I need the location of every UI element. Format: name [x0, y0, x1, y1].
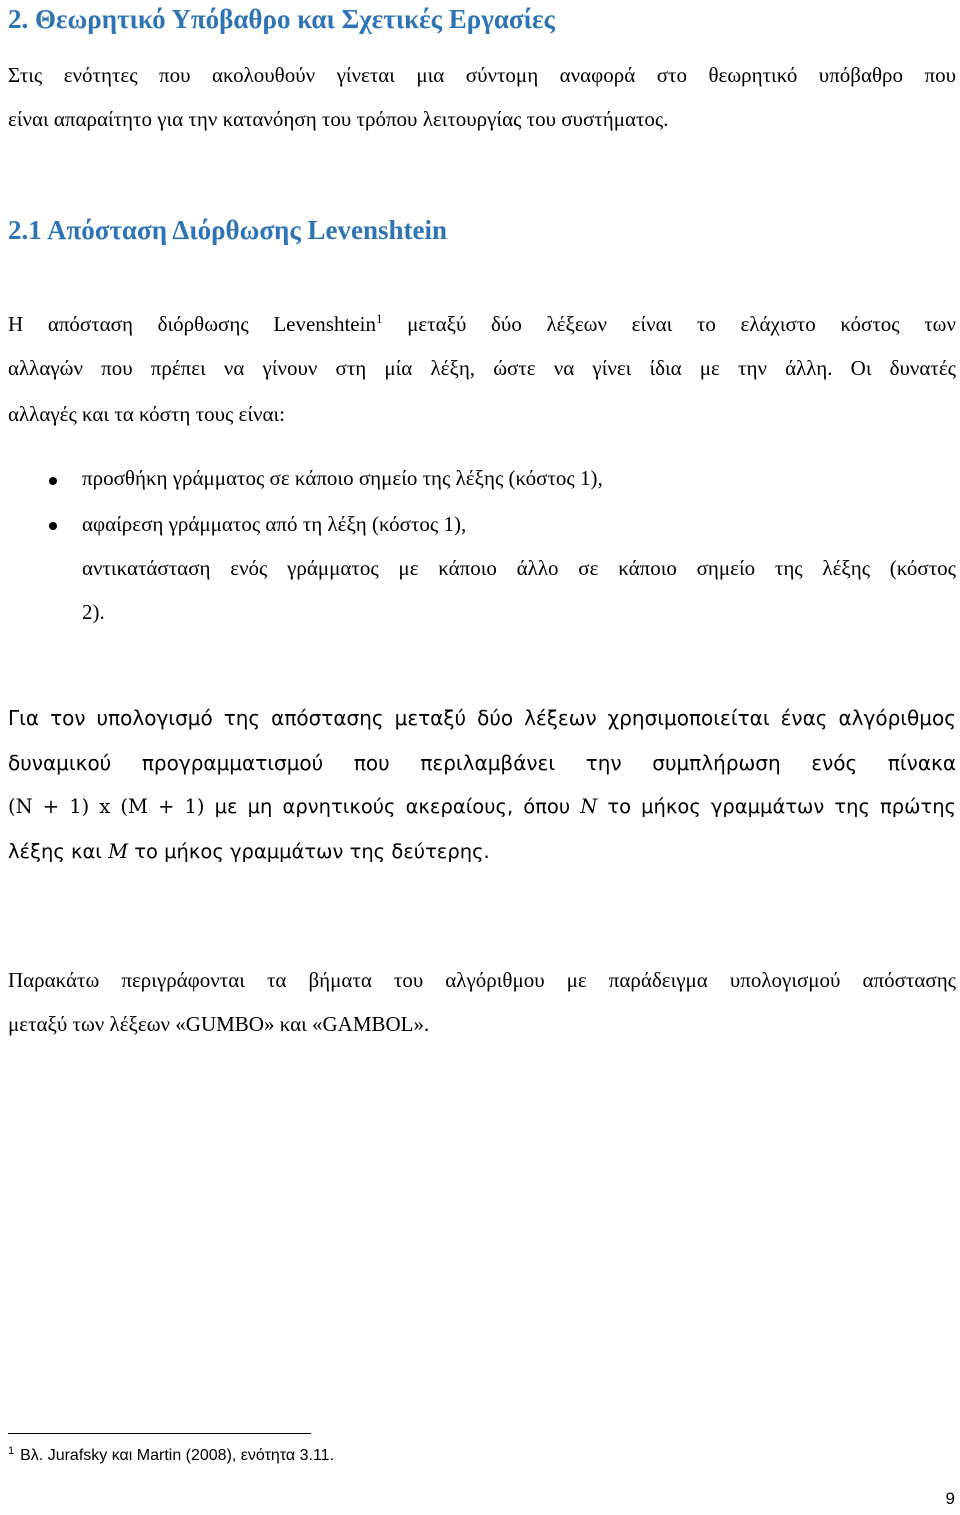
list-item-continuation-line-2: 2). — [82, 600, 105, 624]
section-heading: 2. Θεωρητικό Υπόβαθρο και Σχετικές Εργασίες — [8, 4, 555, 34]
paragraph-2-line-3-mid: με μη αρνητικούς ακεραίους, όπου — [204, 795, 581, 818]
paragraph-1-line-2: αλλαγών που πρέπει να γίνουν στη μία λέξη, ώστε να γίνει ίδια με την άλλη. Οι δυνατές — [8, 356, 956, 380]
list-item: προσθήκη γράμματος σε κάποιο σημείο της λέξης (κόστος 1), — [82, 466, 603, 490]
paragraph-1-line-1-end: μεταξύ δύο λέξεων είναι το ελάχιστο κόστος των — [382, 312, 956, 336]
paragraph-3-line-2: μεταξύ των λέξεων «GUMBO» και «GAMBOL». — [8, 1012, 430, 1036]
bullet-marker — [49, 477, 57, 485]
intro-line-2: είναι απαραίτητο για την κατανόηση του τρόπου λειτουργίας του συστήματος. — [8, 107, 669, 131]
variable-n: N — [580, 795, 598, 818]
footnote — [8, 1447, 334, 1465]
footnote-reference: 1 — [375, 311, 383, 326]
paragraph-2-line-4-start: λέξης και — [8, 840, 109, 863]
paragraph-2-line-3-end: το μήκος γραμμάτων της πρώτης — [597, 795, 957, 818]
variable-m: M — [108, 840, 129, 863]
subsection-heading: 2.1 Απόσταση Διόρθωσης Levenshtein — [8, 215, 448, 245]
bullet-marker — [49, 522, 57, 530]
footnote-number: 1 — [8, 1445, 15, 1457]
paragraph-1-line-3: αλλαγές και τα κόστη τους είναι: — [8, 402, 285, 426]
paragraph-3-line-1: Παρακάτω περιγράφονται τα βήματα του αλγόριθμου με παράδειγμα υπολογισμού απόστασης — [8, 968, 956, 992]
page-number: 9 — [945, 1489, 955, 1508]
list-item-continuation-line-1: αντικατάσταση ενός γράμματος με κάποιο άλλο σε κάποιο σημείο της λέξης (κόστος — [82, 556, 956, 580]
matrix-dimension-formula: (N + 1) x (M + 1) — [8, 795, 205, 818]
paragraph-2-line-4-end: το μήκος γραμμάτων της δεύτερης. — [128, 840, 490, 863]
list-item: αφαίρεση γράμματος από τη λέξη (κόστος 1), — [82, 512, 467, 536]
footnote-separator — [8, 1433, 311, 1434]
paragraph-2-line-1: Για τον υπολογισμό της απόστασης μεταξύ δύο λέξεων χρησιμοποιείται ένας αλγόριθμος — [8, 706, 956, 730]
paragraph-2-line-2: δυναμικού προγραμματισμού που περιλαμβάνει την συμπλήρωση ενός πίνακα — [8, 751, 956, 775]
paragraph-1-line-1-start: Η απόσταση διόρθωσης Levenshtein — [8, 312, 376, 336]
paragraph-2-line-3 — [8, 795, 956, 818]
paragraph-2-line-4 — [8, 840, 490, 863]
footnote-text: Βλ. Jurafsky και Martin (2008), ενότητα 3.11. — [20, 1447, 335, 1464]
paragraph-1-line-1 — [8, 312, 956, 337]
intro-line-1: Στις ενότητες που ακολουθούν γίνεται μια σύντομη αναφορά στο θεωρητικό υπόβαθρο που — [8, 63, 956, 87]
